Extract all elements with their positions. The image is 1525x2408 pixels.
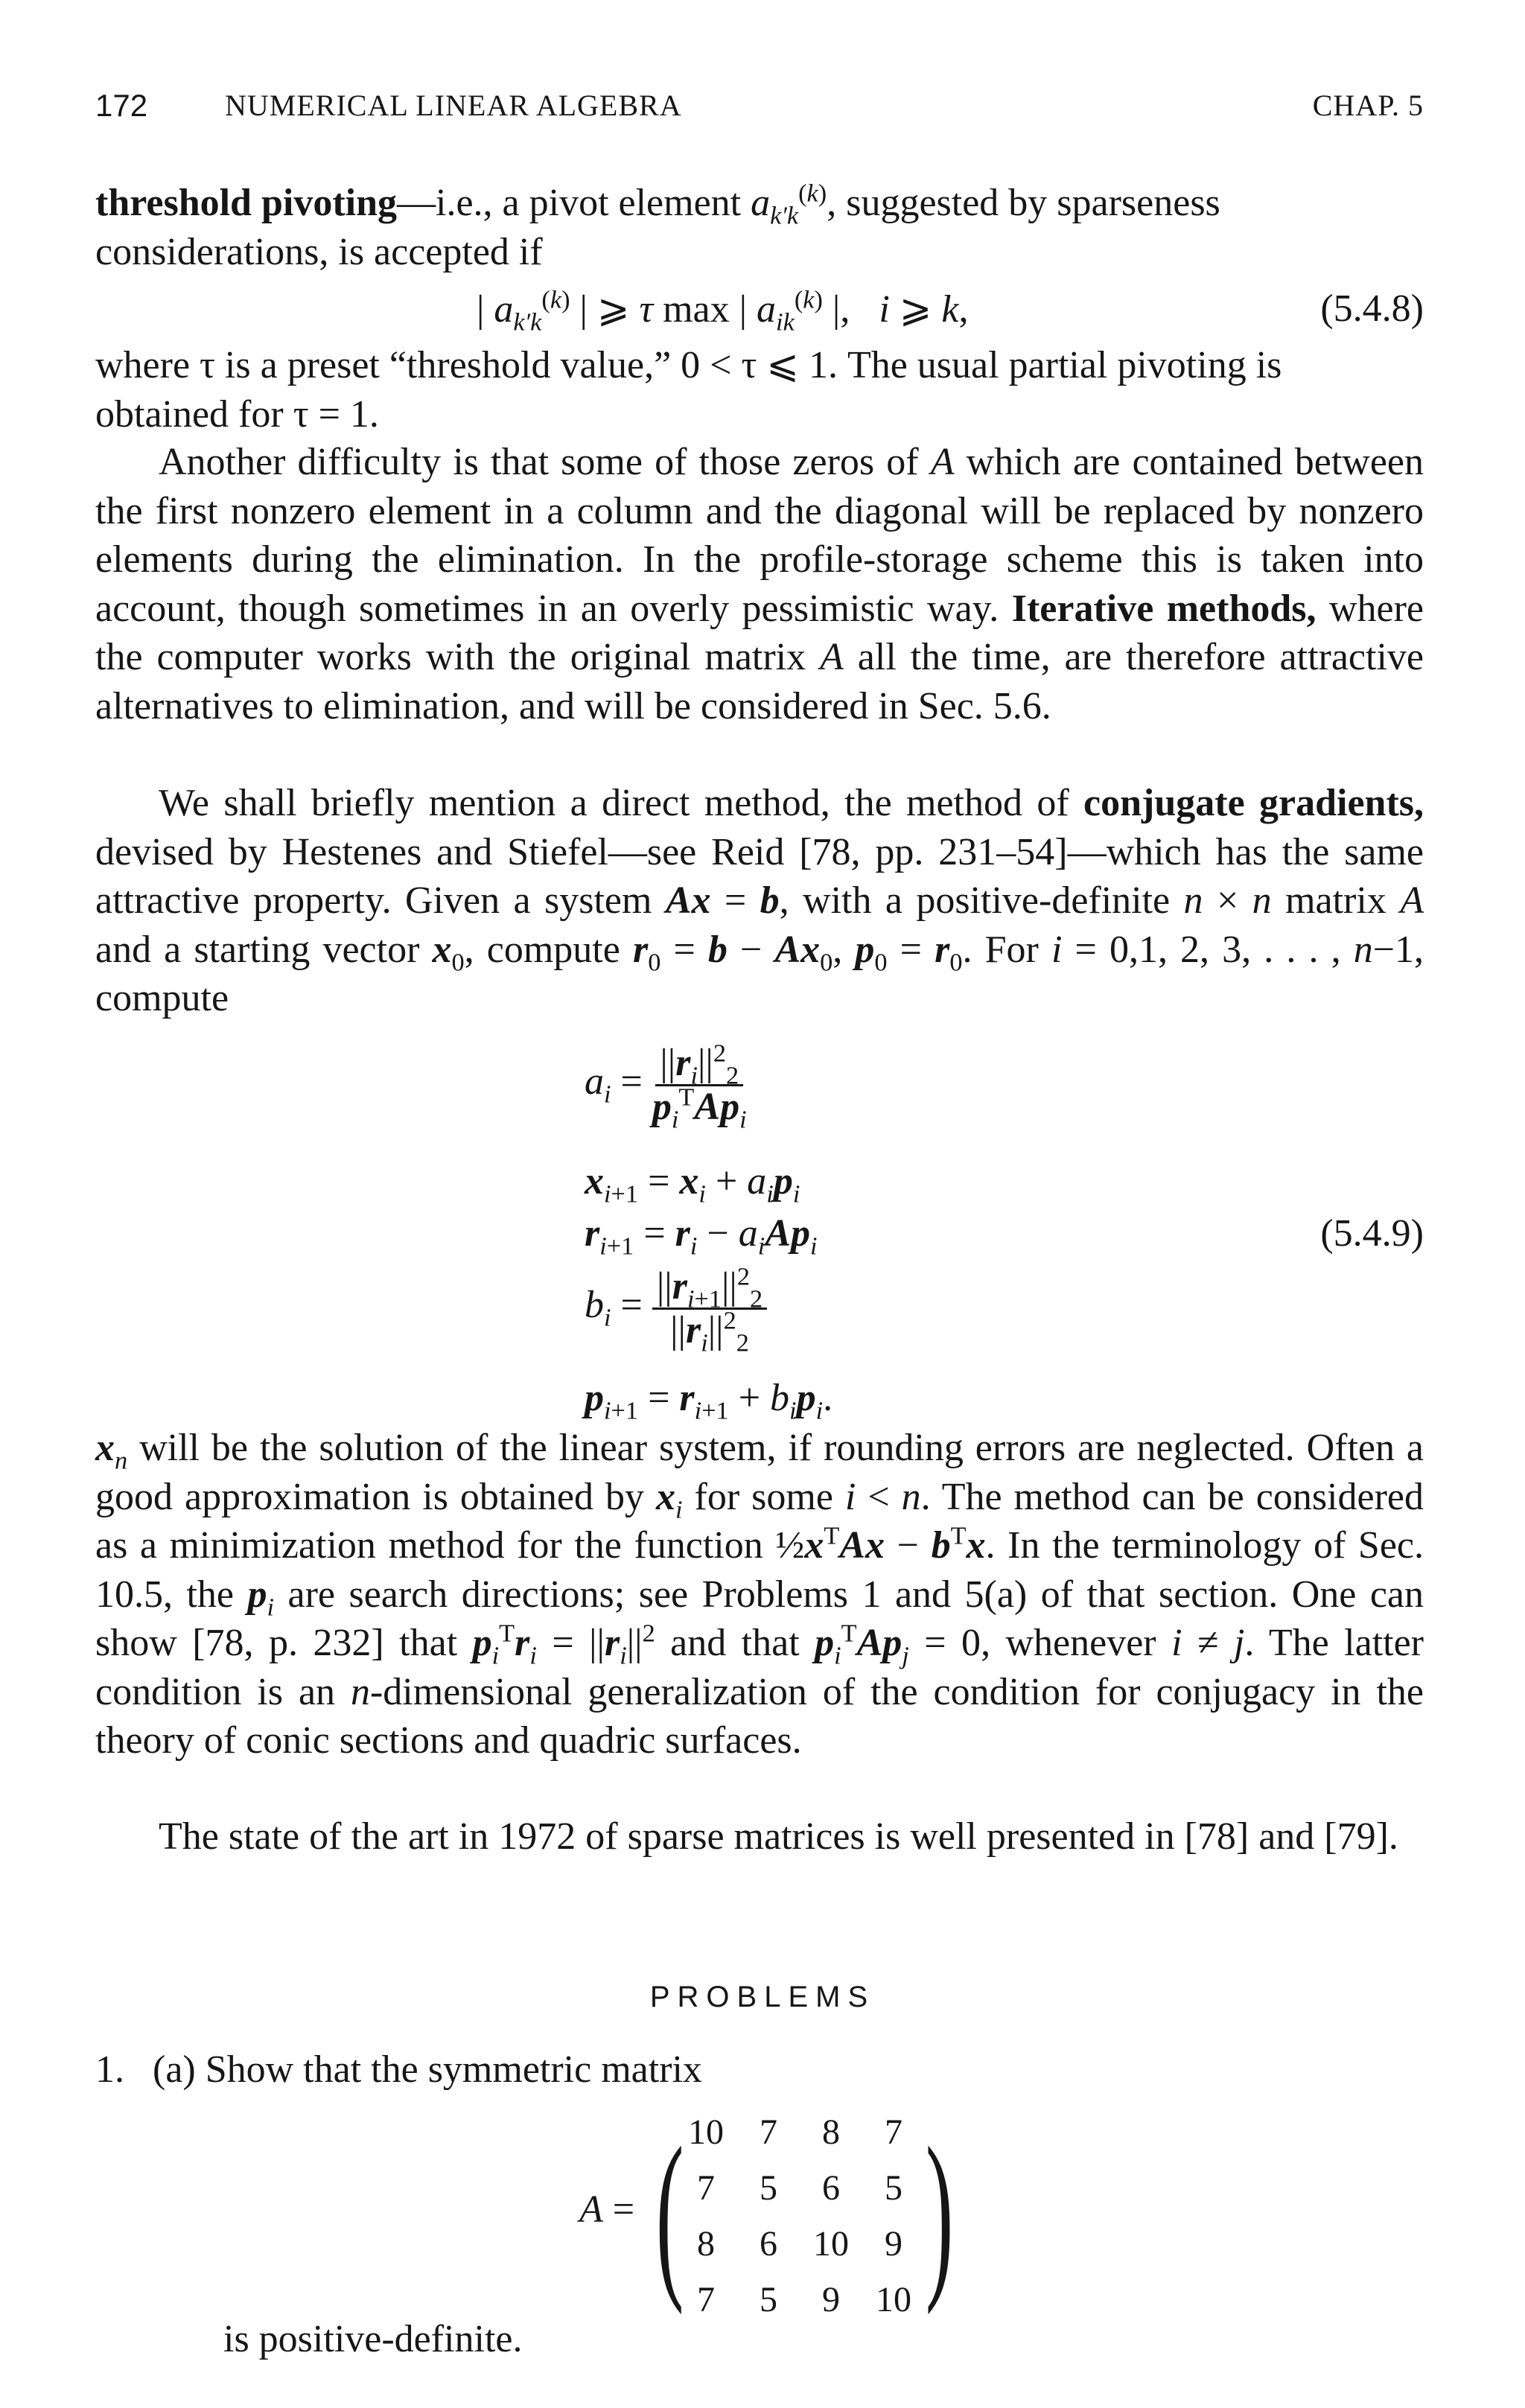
matrix-cell: 8 [822, 2112, 840, 2152]
equation-p-update: $p_{i+1} = r_{i+1} + b_ip_i$. [585, 1377, 833, 1425]
paragraph-state-of-art: The state of the art in 1972 of sparse matrices is well presented in [78] and [79]. [159, 1815, 1398, 1858]
equation-number-5-4-9: (5.4.9) [1320, 1212, 1424, 1255]
matrix-cell: 6 [760, 2224, 777, 2264]
matrix-cell: 10 [688, 2112, 724, 2152]
problem-1-conclusion: is positive-definite. [223, 2318, 523, 2360]
matrix-cell: 5 [760, 2168, 777, 2208]
paragraph-conjugate-gradients: We shall briefly mention a direct method, the method of conjugate gradients, devised by Hestenes and Stiefel—see Reid [78, pp. 231–54]—which has the same attractive property. Given a system Ax = b, with a positive-definite n × n matrix A and a starting vector $x_0$, compute $r_0 = b - Ax_0$, $p_0 = r_0$. For i = 0,1, 2, 3, . . . , n−1, compute [95, 782, 1424, 1019]
equation-number-5-4-8: (5.4.8) [1320, 287, 1424, 330]
matrix-row [675, 2160, 925, 2216]
matrix-cell: 7 [760, 2112, 777, 2152]
matrix-cell: 10 [876, 2280, 911, 2319]
matrix-cell: 9 [885, 2224, 902, 2264]
term-iterative-methods: Iterative methods, [1011, 587, 1317, 630]
matrix-label: A = [579, 2188, 635, 2231]
page-number: 172 [95, 88, 148, 123]
problem-1-number: 1. [95, 2048, 124, 2091]
equation-b-i: $b_i$ = $\frac{||r_{i+1}||^2_2}{||r_i||^2_2}$ [585, 1266, 767, 1351]
equation-a-i: $a_i$ = $\frac{||r_i||^2_2}{p_i^TAp_i}$ [585, 1039, 747, 1134]
matrix-cell: 10 [813, 2224, 849, 2264]
paragraph-solution: $x_n$ will be the solution of the linear system, if rounding errors are neglected. Often a good approximation is obtained by $x_i$ for some i < n. The method can be considered as a minimization method for the function $\frac{1}{2}x^TAx - b^Tx$. In the terminology of Sec. 10.5, the $p_i$ are search directions; see Problems 1 and 5(a) of that section. One can show [78, p. 232] that $p_i^Tr_i = ||r_i||^2$ and that $p_i^TAp_j = 0$, whenever i ≠ j. The latter condition is an n-dimensional generalization of the condition for conjugacy in the theory of conic sections and quadric surfaces. [95, 1427, 1424, 1762]
problem-1-text: (a) Show that the symmetric matrix [153, 2048, 702, 2091]
problems-heading: PROBLEMS [649, 1981, 876, 2013]
chapter-label: CHAP. 5 [1312, 89, 1424, 122]
matrix-cell: 9 [822, 2280, 840, 2319]
matrix-cell: 6 [822, 2168, 840, 2208]
equation-r-update: $r_{i+1} = r_i - a_iAp_i$ [585, 1212, 818, 1261]
matrix-cell: 5 [885, 2168, 902, 2208]
matrix-row [675, 2104, 925, 2160]
equation-5-4-8: | $a_{k'k}^{(k)}$ | ⩾ τ max | $a_{ik}^{(k)}$ |, i ⩾ k, [477, 285, 969, 337]
matrix-cell: 5 [760, 2280, 777, 2319]
paragraph-fill-in: Another difficulty is that some of those zeros of A which are contained between the first nonzero element in a column and the diagonal will be replaced by nonzero elements during the elimination. In the profile-storage scheme this is taken into account, though sometimes in an overly pessimistic way. Iterative methods, where the computer works with the original matrix A all the time, are therefore attractive alternatives to elimination, and will be considered in Sec. 5.6. [95, 441, 1424, 727]
matrix-cell: 7 [885, 2112, 902, 2152]
running-title: NUMERICAL LINEAR ALGEBRA [225, 89, 682, 122]
matrix-cell: 8 [697, 2224, 715, 2264]
matrix-A: ( 10 7 8 7 7 5 6 5 8 6 10 9 7 5 9 10 ) [655, 2104, 946, 2328]
paragraph-threshold-value: where τ is a preset “threshold value,” 0 < τ ⩽ 1. The usual partial pivoting is obtained for τ = 1. [95, 344, 1282, 436]
matrix-row [675, 2216, 925, 2272]
equation-x-update: $x_{i+1} = x_i + a_ip_i$ [585, 1160, 800, 1208]
term-conjugate-gradients: conjugate gradients, [1083, 782, 1424, 824]
matrix-cell: 7 [697, 2168, 715, 2208]
matrix-cell: 7 [697, 2280, 715, 2319]
matrix-row [675, 2272, 925, 2328]
paragraph-threshold: threshold pivoting—i.e., a pivot element $a_{k'k}^{(k)}$, suggested by sparseness considerations, is accepted if [95, 179, 1220, 273]
term-threshold-pivoting: threshold pivoting [95, 182, 398, 224]
